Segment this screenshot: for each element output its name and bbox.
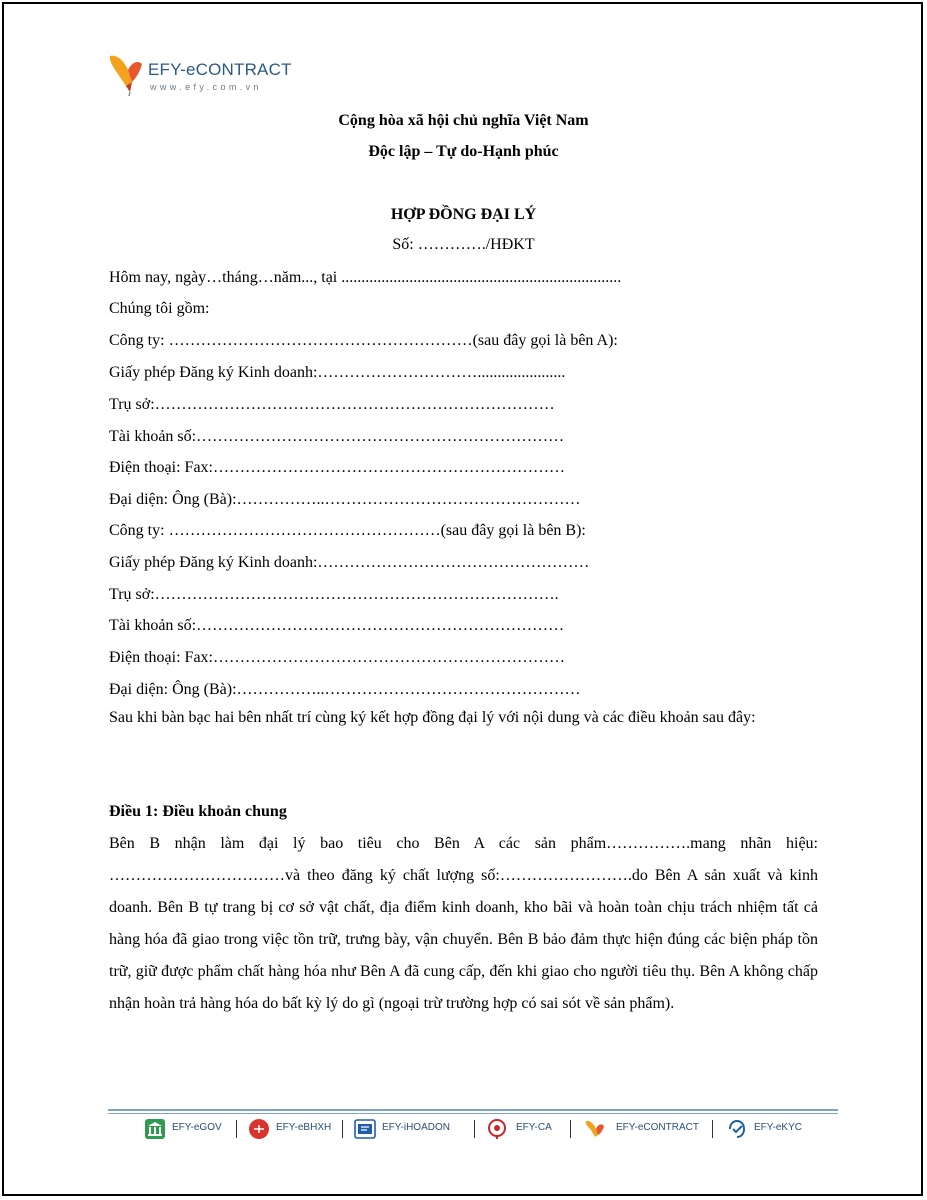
footer-divider-thin bbox=[108, 1113, 838, 1114]
footer-label-ihoadon: EFY-iHOADON bbox=[382, 1122, 450, 1133]
date-line: Hôm nay, ngày…tháng…năm..., tại ...................................................................... bbox=[109, 269, 622, 286]
intro-paragraph: Sau khi bàn bạc hai bên nhất trí cùng ký kết hợp đồng đại lý với nội dung và các điều khoản sau đây: bbox=[109, 709, 756, 726]
footer-divider bbox=[108, 1109, 838, 1111]
party-b-phone: Điện thoại: Fax:………………………………………………………… bbox=[109, 649, 565, 666]
pen-logo-icon bbox=[108, 52, 144, 98]
party-b-company: Công ty: ……………………………………………(sau đây gọi là bên B): bbox=[109, 522, 586, 539]
party-a-account: Tài khoản số:…………………………………………………………… bbox=[109, 428, 565, 445]
contract-number: Số: …………./HĐKT bbox=[392, 236, 535, 253]
party-b-license: Giấy phép Đăng ký Kinh doanh:…………………………………………… bbox=[109, 554, 590, 571]
article-1-body: Bên B nhận làm đại lý bao tiêu cho Bên A các sản phẩm…………….mang nhãn hiệu: ……………………………và theo đăng ký chất lượng số:…………………….do Bên A sản xuất và kinh doanh. Bên B tự trang bị cơ sở vật chất, địa điểm kinh doanh, kho bãi và hoàn toàn chịu trách nhiệm tất cả hàng hóa đã giao trong việc tồn trữ, trưng bày, vận chuyển. Bên B bảo đảm thực hiện đúng các biện pháp tồn trữ, giữ được phẩm chất hàng hóa như Bên A đã cung cấp, đến khi giao cho người tiêu thụ. Bên A không chấp nhận hoàn trả hàng hóa do bất kỳ lý do gì (ngoại trừ trường hợp có sai sót về sản phẩm). bbox=[109, 835, 818, 1012]
ebhxh-badge-icon bbox=[248, 1118, 270, 1140]
footer-label-ebhxh: EFY-eBHXH bbox=[276, 1122, 332, 1133]
ekyc-face-check-icon bbox=[726, 1118, 748, 1140]
footer-label-egov: EFY-eGOV bbox=[172, 1122, 222, 1133]
party-a-office: Trụ sở:………………………………………………………………… bbox=[109, 396, 555, 413]
footer-separator bbox=[712, 1120, 713, 1138]
party-a-company: Công ty: …………………………………………………(sau đây gọi là bên A): bbox=[109, 332, 618, 349]
footer-label-ekyc: EFY-eKYC bbox=[754, 1122, 802, 1133]
party-b-office: Trụ sở:…………………………………………………………………. bbox=[109, 586, 559, 603]
footer-label-econtract: EFY-eCONTRACT bbox=[616, 1122, 699, 1133]
egov-building-icon bbox=[144, 1118, 166, 1140]
party-a-license: Giấy phép Đăng ký Kinh doanh:…………………………...................... bbox=[109, 364, 566, 381]
footer-label-ca: EFY-CA bbox=[516, 1122, 552, 1133]
efy-econtract-logo bbox=[108, 52, 328, 98]
footer-separator bbox=[236, 1120, 237, 1138]
country-heading: Cộng hòa xã hội chủ nghĩa Việt Nam bbox=[338, 112, 589, 129]
contract-title: HỢP ĐỒNG ĐẠI LÝ bbox=[390, 206, 537, 223]
party-a-representative: Đại diện: Ông (Bà):……………..………………………………………… bbox=[109, 491, 581, 508]
econtract-pen-icon bbox=[584, 1118, 606, 1140]
footer-product-bar bbox=[140, 1116, 820, 1142]
party-b-representative: Đại diện: Ông (Bà):……………..………………………………………… bbox=[109, 681, 581, 698]
article-1-heading: Điều 1: Điều khoản chung bbox=[109, 803, 287, 820]
footer-separator bbox=[570, 1120, 571, 1138]
footer-separator bbox=[474, 1120, 475, 1138]
logo-url: www.efy.com.vn bbox=[150, 82, 262, 92]
party-a-phone: Điện thoại: Fax:………………………………………………………… bbox=[109, 459, 565, 476]
footer-separator bbox=[342, 1120, 343, 1138]
parties-line: Chúng tôi gồm: bbox=[109, 300, 210, 317]
logo-name: EFY-eCONTRACT bbox=[148, 60, 292, 79]
party-b-account: Tài khoản số:…………………………………………………………… bbox=[109, 617, 565, 634]
motto-heading: Độc lập – Tự do-Hạnh phúc bbox=[368, 143, 559, 160]
ca-pin-icon bbox=[486, 1118, 508, 1140]
ihoadon-invoice-icon bbox=[354, 1118, 376, 1140]
